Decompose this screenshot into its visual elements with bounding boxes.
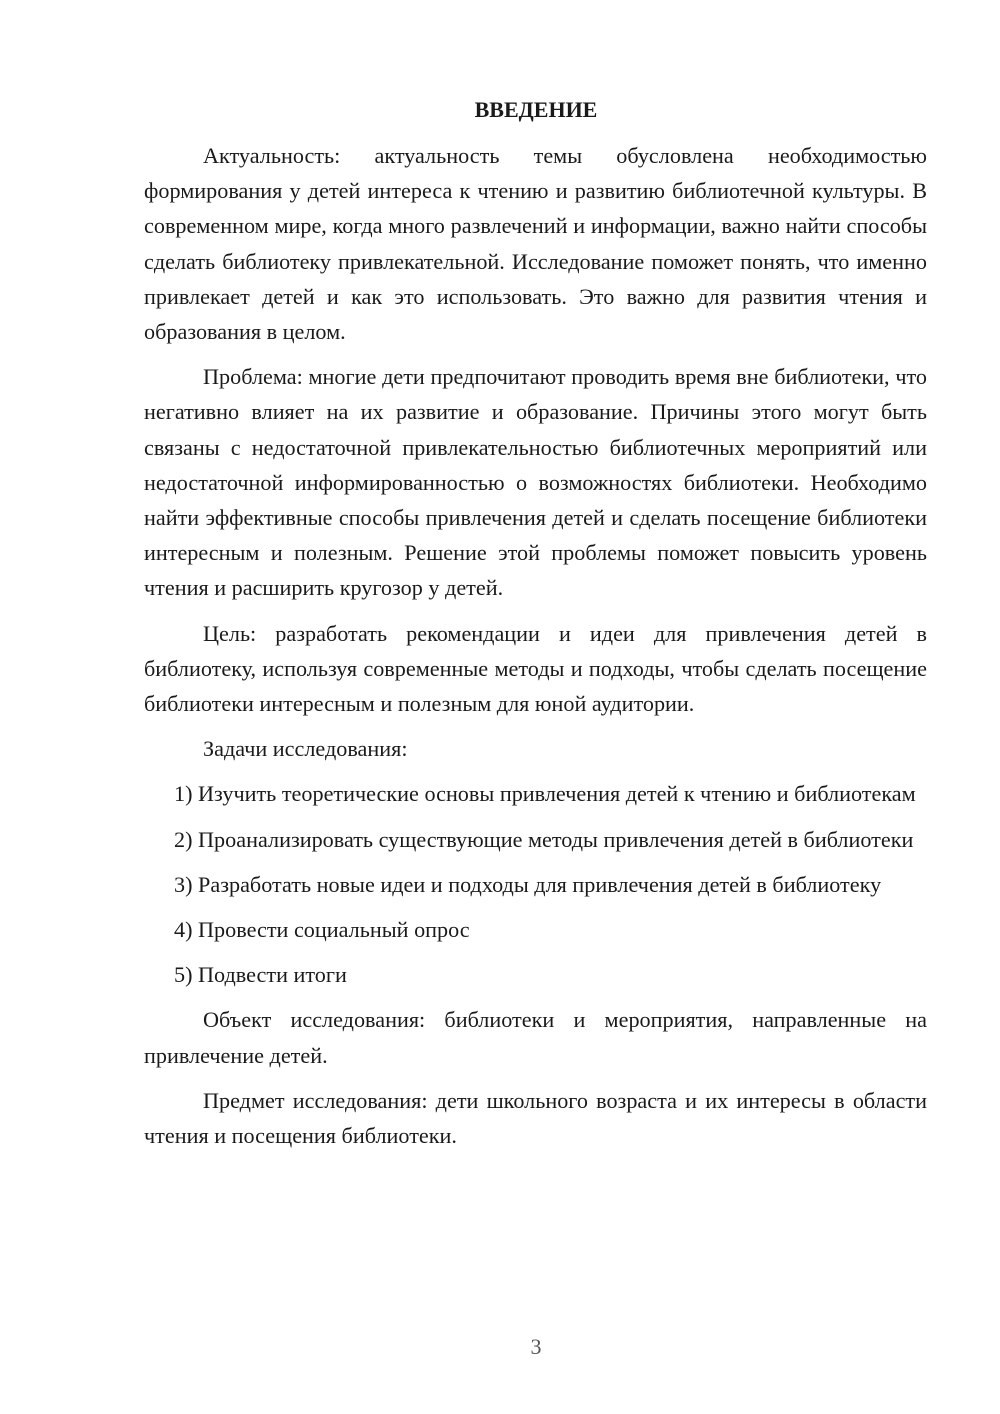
subject-paragraph: Предмет исследования: дети школьного возраста и их интересы в области чтения и посещения библиотеки. (144, 1087, 927, 1149)
page-content (144, 92, 927, 1153)
task-item-3: 3) Разработать новые идеи и подходы для привлечения детей в библиотеку (174, 871, 882, 897)
goal-paragraph: Цель: разработать рекомендации и идеи для привлечения детей в библиотеку, используя современные методы и подходы, чтобы сделать посещение библиотеки интересным и полезным для юной аудитории. (144, 620, 927, 717)
task-item-2: 2) Проанализировать существующие методы привлечения детей в библиотеки (174, 826, 914, 852)
page-number: 3 (530, 1334, 542, 1359)
object-paragraph: Объект исследования: библиотеки и мероприятия, направленные на привлечение детей. (144, 1007, 927, 1068)
task-item-1: 1) Изучить теоретические основы привлечения детей к чтению и библиотекам (174, 781, 916, 807)
task-item-4: 4) Провести социальный опрос (174, 917, 470, 943)
problem-paragraph: Проблема: многие дети предпочитают проводить время вне библиотеки, что негативно влияет на их развитие и образование. Причины этого могут быть связаны с недостаточной привлекательностью библиотечных мероприятий или недостаточной информированностью о возможностях библиотеки. Необходимо найти эффективные способы привлечения детей и сделать посещение библиотеки интересным и полезным. Решение этой проблемы поможет повысить уровень чтения и расширить кругозор у детей. (144, 364, 927, 601)
task-item-5: 5) Подвести итоги (174, 962, 347, 988)
page-title: ВВЕДЕНИЕ (474, 97, 598, 122)
tasks-heading: Задачи исследования: (203, 736, 408, 762)
relevance-paragraph: Актуальность: актуальность темы обусловлена необходимостью формирования у детей интереса к чтению и развитию библиотечной культуры. В современном мире, когда много развлечений и информации, важно найти способы сделать библиотеку привлекательной. Исследование поможет понять, что именно привлекает детей и как это использовать. Это важно для развития чтения и образования в целом. (144, 143, 927, 345)
